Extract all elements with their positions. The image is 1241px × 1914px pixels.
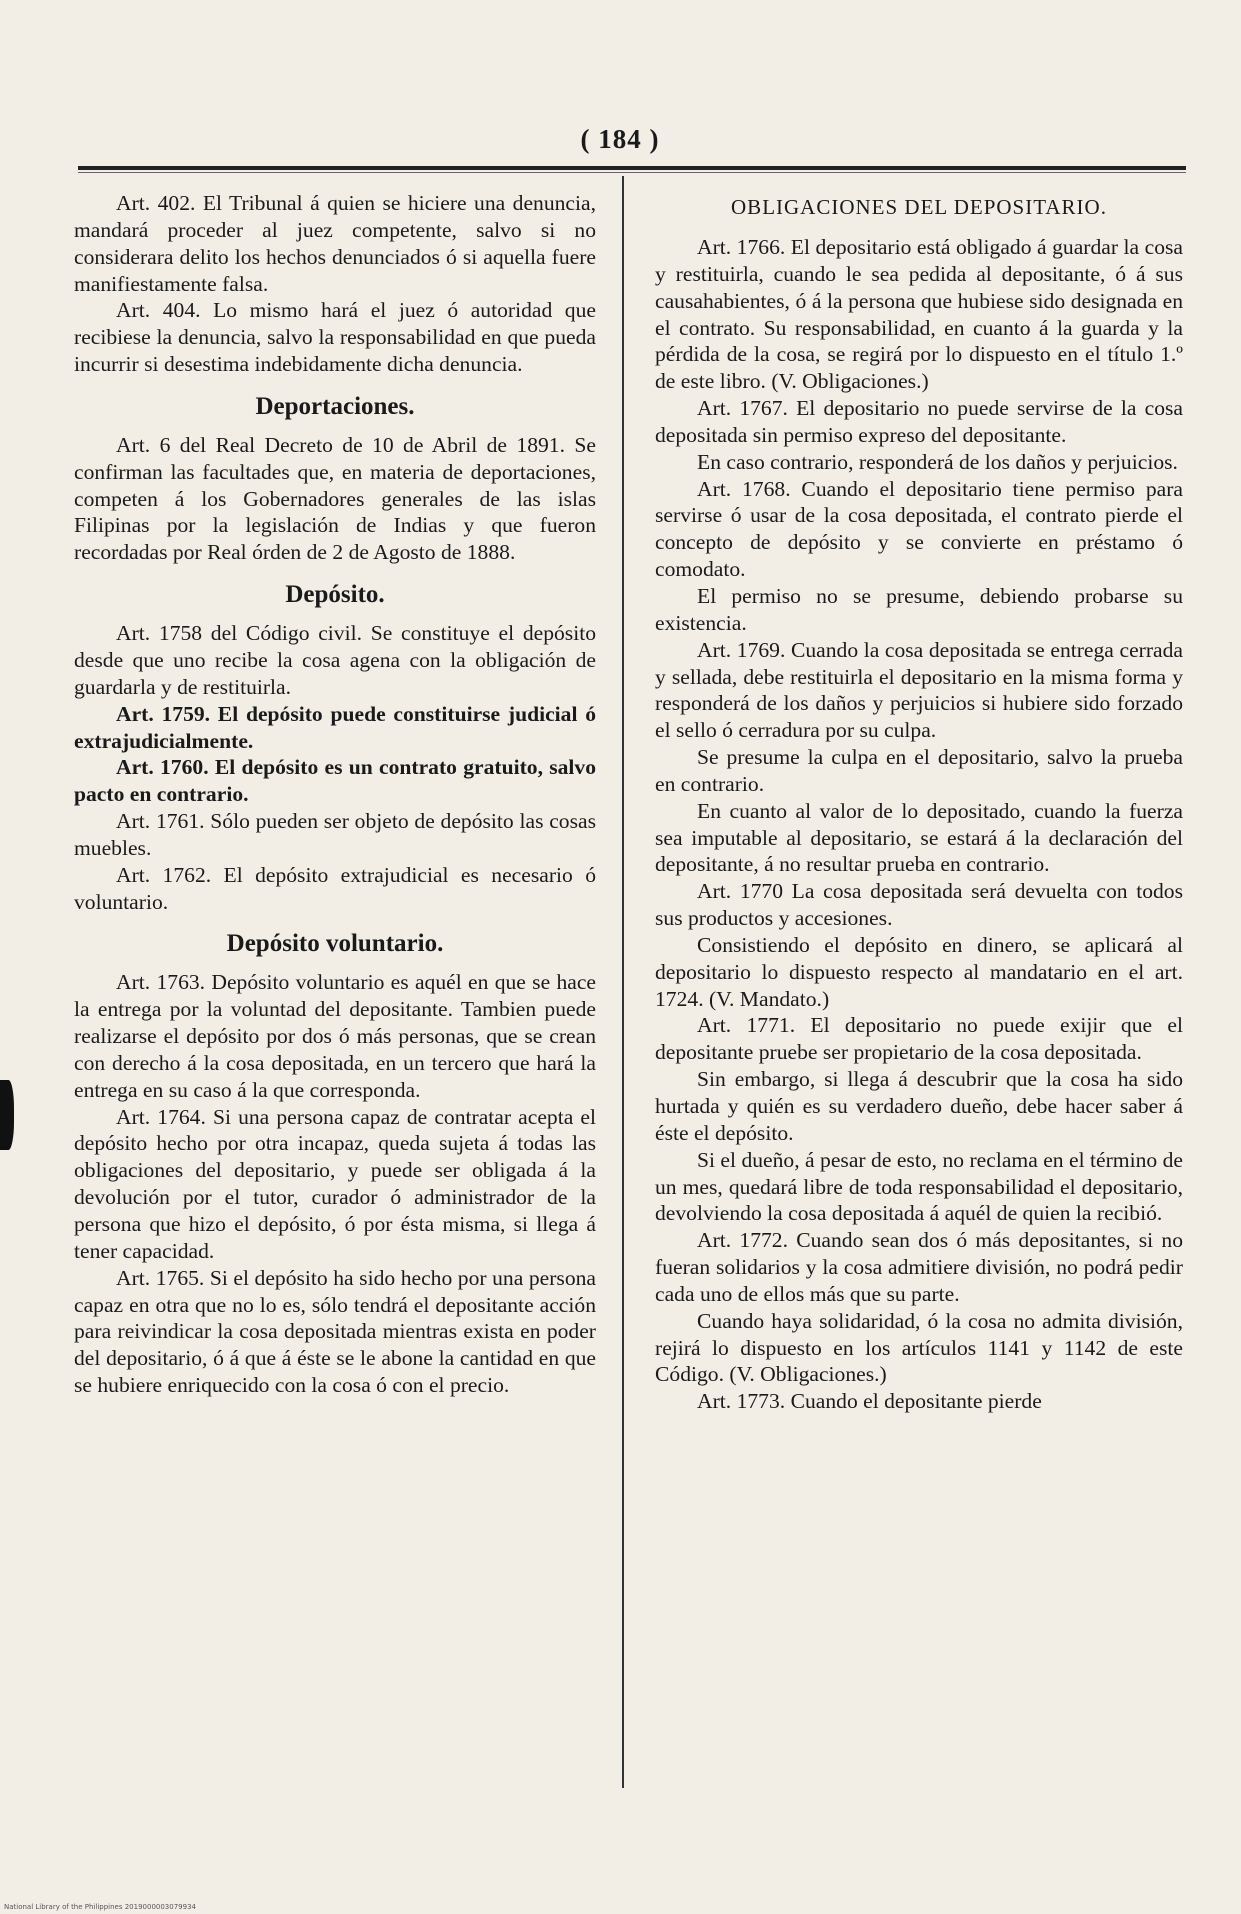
header-rule-thin <box>78 172 1186 173</box>
article-paragraph: Art. 1771. El depositario no puede exijir que el depositante pruebe ser propietario de la cosa depositada. <box>655 1013 1183 1065</box>
left-column <box>74 190 596 1399</box>
article-paragraph: Art. 1770 La cosa depositada será devuelta con todos sus productos y accesiones. <box>655 879 1183 931</box>
section-heading-deposito-voluntario: Depósito voluntario. <box>226 930 444 958</box>
article-paragraph: Art. 1764. Si una persona capaz de contratar acepta el depósito hecho por otra incapaz, queda sujeta á todas las obligaciones del depositario, y puede ser obligada á la devolución por el tutor, curador ó administrador de la persona que hizo el depósito, ó por ésta misma, si llega á tener capacidad. <box>74 1104 596 1263</box>
article-paragraph: Cuando haya solidaridad, ó la cosa no admita división, rejirá lo dispuesto en los artículos 1141 y 1142 de este Código. (V. Obligaciones.) <box>655 1308 1183 1387</box>
article-paragraph: Art. 1758 del Código civil. Se constituye el depósito desde que uno recibe la cosa agena con la obligación de guardarla y de restituirla. <box>74 621 596 699</box>
article-paragraph: Art. 1767. El depositario no puede servirse de la cosa depositada sin permiso expreso del depositante. <box>655 396 1183 447</box>
article-paragraph: Art. 1772. Cuando sean dos ó más depositantes, si no fueran solidarios y la cosa admitiere división, no podrá pedir cada uno de ellos más que su parte. <box>655 1228 1183 1306</box>
article-paragraph: Art. 1769. Cuando la cosa depositada se entrega cerrada y sellada, debe restituirla el depositario en la misma forma y responderá de los daños y perjuicios si hubiere sido forzado el sello ó cerradura por su culpa. <box>655 637 1183 743</box>
article-paragraph: Art. 1766. El depositario está obligado á guardar la cosa y restituirla, cuando le sea pedida al depositante, ó á sus causahabientes, ó á la persona que hubiese sido designada en el contrato. Su responsabilidad, en cuanto á la guarda y la pérdida de la cosa, se regirá por lo dispuesto en el título 1.º de este libro. (V. Obligaciones.) <box>655 235 1183 394</box>
article-paragraph: Si el dueño, á pesar de esto, no reclama en el término de un mes, quedará libre de toda responsabilidad el depositario, devolviendo la cosa depositada á aquél de quien la recibió. <box>655 1147 1183 1226</box>
article-paragraph: Art. 1761. Sólo pueden ser objeto de depósito las cosas muebles. <box>74 809 596 860</box>
column-divider <box>622 176 624 1788</box>
article-paragraph: Art. 1762. El depósito extrajudicial es necesario ó voluntario. <box>74 862 596 914</box>
article-paragraph: Art. 402. El Tribunal á quien se hiciere una denuncia, mandará proceder al juez competente, salvo si no considerara delito los hechos denunciados ó si aquella fuere manifiestamente falsa. <box>74 191 596 296</box>
page-number: ( 184 ) <box>580 124 660 154</box>
right-column <box>655 190 1183 1415</box>
article-paragraph: Art. 1773. Cuando el depositante pierde <box>697 1389 1042 1414</box>
article-paragraph: El permiso no se presume, debiendo probarse su existencia. <box>655 583 1183 635</box>
article-paragraph: Art. 1765. Si el depósito ha sido hecho por una persona capaz en otra que no lo es, sólo tendrá el depositante acción para reivindicar la cosa depositada mientras exista en poder del depositario, ó á que á éste se le abone la cantidad en que se hubiere enriquecido con la cosa ó con el precio. <box>74 1265 596 1398</box>
section-heading-deposito: Depósito. <box>285 581 385 609</box>
article-paragraph: Art. 1768. Cuando el depositario tiene permiso para servirse ó usar de la cosa depositada, el contrato pierde el concepto de depósito y se convierte en préstamo ó comodato. <box>655 476 1183 582</box>
article-paragraph: Consistiendo el depósito en dinero, se aplicará al depositario lo dispuesto respecto al mandatario en el art. 1724. (V. Mandato.) <box>655 932 1183 1011</box>
article-paragraph: Se presume la culpa en el depositario, salvo la prueba en contrario. <box>655 745 1183 796</box>
article-paragraph: Sin embargo, si llega á descubrir que la cosa ha sido hurtada y quién es su verdadero dueño, debe hacer saber á éste el depósito. <box>655 1067 1183 1145</box>
article-paragraph: Art. 1759. El depósito puede constituirse judicial ó extrajudicialmente. <box>74 701 596 753</box>
section-heading-deportaciones: Deportaciones. <box>255 392 415 420</box>
article-paragraph: En cuanto al valor de lo depositado, cuando la fuerza sea imputable al depositario, se estará á la declaración del depositante, á no resultar prueba en contrario. <box>655 798 1183 877</box>
binding-shadow <box>0 1080 14 1150</box>
article-paragraph: Art. 1760. El depósito es un contrato gratuito, salvo pacto en contrario. <box>74 755 596 807</box>
article-paragraph: Art. 404. Lo mismo hará el juez ó autoridad que recibiese la denuncia, salvo la responsabilidad en que pueda incurrir si desestima indebidamente dicha denuncia. <box>74 298 596 377</box>
header-rule <box>78 166 1186 170</box>
scan-credit: National Library of the Philippines 2019000003079934 <box>4 1903 196 1911</box>
article-paragraph: En caso contrario, responderá de los daños y perjuicios. <box>697 449 1178 474</box>
article-paragraph: Art. 1763. Depósito voluntario es aquél en que se hace la entrega por la voluntad del depositante. Tambien puede realizarse el depósito por dos ó más personas, que se crean con derecho á la cosa depositada, en un tercero que hará la entrega en su caso á la que corresponda. <box>74 970 596 1102</box>
section-heading-obligaciones: OBLIGACIONES DEL DEPOSITARIO. <box>731 195 1107 219</box>
article-paragraph: Art. 6 del Real Decreto de 10 de Abril de 1891. Se confirman las facultades que, en materia de deportaciones, competen á los Gobernadores generales de las islas Filipinas por la legislación de Indias y que fueron recordadas por Real órden de 2 de Agosto de 1888. <box>74 432 596 565</box>
